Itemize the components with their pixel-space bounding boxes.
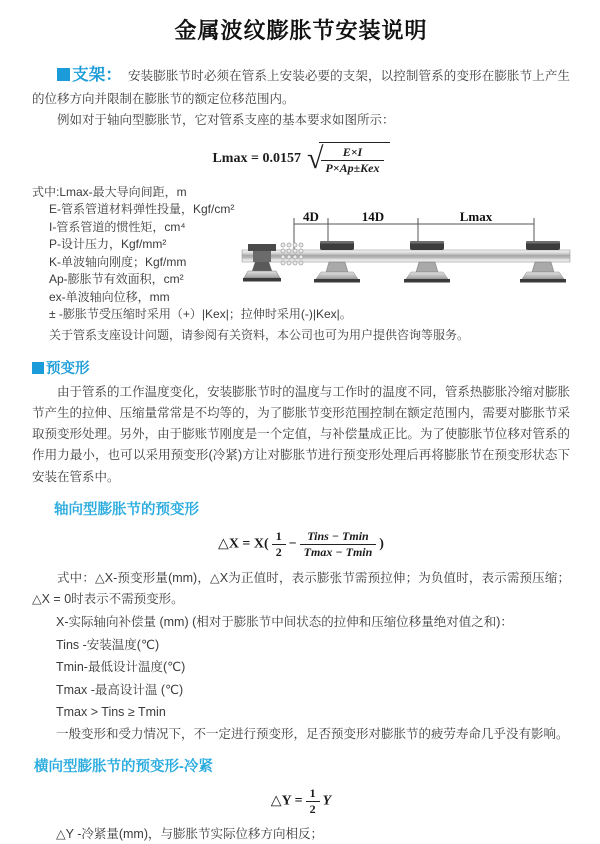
definition-line: 式中:Lmax-最大导向间距，m bbox=[32, 184, 187, 199]
lmax-formula-lhs: Lmax = 0.0157 bbox=[212, 150, 301, 166]
support-heading-label: 支架： bbox=[72, 66, 123, 84]
axial-formula-rhs: ) bbox=[379, 536, 384, 552]
blue-square-bullet-icon bbox=[57, 68, 70, 81]
temperature-fraction bbox=[300, 529, 377, 560]
support-example-line: 例如对于轴向型膨胀节，它对管系支座的基本要求如图所示： bbox=[57, 113, 395, 128]
dim-label-14d: 14D bbox=[361, 208, 385, 224]
axial-def-line: Tmin-最低设计温度(℃) bbox=[56, 660, 186, 675]
support-section-heading bbox=[57, 66, 128, 84]
axial-def-line: Tmax > Tins ≥ Tmin bbox=[56, 704, 166, 719]
half-numerator: 1 bbox=[272, 529, 286, 545]
temp-denominator: Tmax − Tmin bbox=[303, 544, 373, 559]
lmax-formula bbox=[32, 142, 570, 176]
predeform-heading-label: 预变形 bbox=[46, 360, 90, 377]
lateral-def-line: △Y -冷紧量(mm)，与膨胀节实际位移方向相反； bbox=[56, 826, 324, 841]
definition-line: ± -膨胀节受压缩时采用（+）|Kex|；拉伸时采用(-)|Kex|。 bbox=[49, 307, 352, 322]
sqrt-content bbox=[319, 142, 389, 176]
definitions-and-diagram bbox=[32, 184, 570, 324]
page-title: 金属波纹膨胀节安装说明 bbox=[174, 18, 428, 43]
axial-definition-lines bbox=[32, 613, 570, 744]
axial-def-line: Tmax -最高设计温 (℃) bbox=[56, 682, 184, 697]
lateral-subheading: 横向型膨胀节的预变形-冷紧 bbox=[34, 758, 213, 775]
axial-def-line: 一般变形和受力情况下，不一定进行预变形，足否预变形对膨胀节的疲劳寿命几乎没有影响。 bbox=[56, 727, 569, 742]
dim-label-lmax: Lmax bbox=[459, 208, 493, 224]
lateral-formula-rhs: Y bbox=[322, 793, 332, 809]
blue-square-bullet-icon bbox=[32, 362, 44, 374]
axial-formula bbox=[32, 529, 570, 560]
lateral-formula bbox=[32, 786, 570, 817]
pipe-support-diagram bbox=[242, 210, 578, 314]
minus-sign: − bbox=[288, 536, 297, 552]
lmax-fraction-denominator: P×Ap±Kex bbox=[325, 160, 380, 175]
predeform-body-paragraph: 由于管系的工作温度变化，安装膨胀节时的温度与工作时的温度不同，管系热膨胀冷缩对膨胀节产生的拉伸、压缩量常常是不均等的，为了膨胀节变形范围控制在额定范围内，需要对膨胀节采取预变形处理。另外，由于膨账节刚度是一个定值，与补偿量成正比。为了使膨胀节位移对管系的作用力最小，也可以采用预变形(冷紧)方让对膨胀节进行预变形处理后再将膨胀节在预变形状态下安装在管系中。 bbox=[32, 384, 570, 484]
support-intro-text: 安装膨胀节时必须在管系上安装必要的支架，以控制管系的变形在膨胀节上产生的位移方向并限制在膨胀节的额定位移范围内。 bbox=[32, 69, 570, 107]
temp-numerator: Tins − Tmin bbox=[300, 529, 377, 545]
radical-sign: √ bbox=[306, 142, 324, 176]
dim-label-4d: 4D bbox=[303, 208, 319, 224]
lateral-formula-lhs: △Y = bbox=[270, 793, 303, 809]
half-numerator: 1 bbox=[306, 786, 320, 802]
half-denominator: 2 bbox=[309, 801, 316, 816]
definition-line: Ap-膨胀节有效面积，cm² bbox=[49, 272, 184, 287]
definition-line: ex-单波轴向位移，mm bbox=[49, 289, 170, 304]
half-fraction bbox=[306, 786, 320, 817]
support-intro-paragraph bbox=[32, 61, 570, 110]
axial-explain-paragraph: 式中：△X-预变形量(mm)，△X为正值时，表示膨张节需预拉伸；为负值时，表示需预压缩；△X = 0时表示不需预变形。 bbox=[32, 570, 570, 607]
lateral-definition-lines bbox=[32, 825, 570, 844]
axial-def-line: Tins -安装温度(℃) bbox=[56, 637, 160, 652]
predeform-section-heading bbox=[32, 357, 570, 378]
definition-line: P-设计压力，Kgf/mm² bbox=[49, 237, 167, 252]
definition-line: I-管系管道的惯性矩，cm⁴ bbox=[49, 219, 186, 234]
support-note: 关于管系支座设计问题，请参阅有关资料，本公司也可为用户提供咨询等服务。 bbox=[49, 327, 470, 342]
half-fraction bbox=[272, 529, 286, 560]
lmax-fraction-numerator: E×I bbox=[321, 145, 383, 161]
axial-formula-lhs: △X = X( bbox=[218, 536, 269, 552]
anchor-support bbox=[243, 244, 281, 282]
axial-subheading: 轴向型膨胀节的预变形 bbox=[54, 501, 199, 518]
lmax-fraction bbox=[321, 145, 383, 176]
definition-line: K-单波轴向刚度；Kgf/mm bbox=[49, 254, 187, 269]
definition-line: E-管系管道材料弹性投量，Kgf/cm² bbox=[49, 202, 235, 217]
axial-def-line: X-实际轴向补偿量 (mm) (相对于膨胀节中间状态的拉伸和压缩位移量绝对值之和)： bbox=[56, 615, 513, 630]
half-denominator: 2 bbox=[275, 544, 282, 559]
